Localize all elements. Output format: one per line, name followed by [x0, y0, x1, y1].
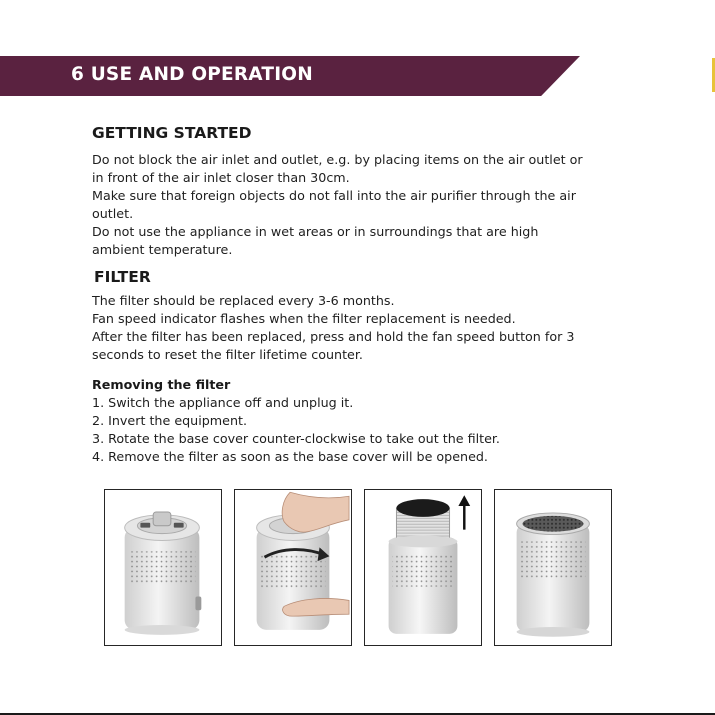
- text-line: ambient temperature.: [92, 242, 233, 257]
- getting-started-text: [92, 151, 583, 259]
- step-item: 1. Switch the appliance off and unplug it.: [92, 395, 354, 410]
- step-illustration-2: [234, 489, 352, 646]
- filter-heading: FILTER: [94, 268, 151, 286]
- getting-started-heading: GETTING STARTED: [92, 124, 252, 142]
- text-line: The filter should be replaced every 3-6 months.: [92, 293, 395, 308]
- removing-filter-heading: Removing the filter: [92, 377, 231, 392]
- step-illustration-3: [364, 489, 482, 646]
- text-line: in front of the air inlet closer than 30cm.: [92, 170, 350, 185]
- text-line: seconds to reset the filter lifetime counter.: [92, 347, 363, 362]
- purifier-rotate-base-icon: [235, 490, 351, 645]
- text-line: outlet.: [92, 206, 134, 221]
- text-line: Do not block the air inlet and outlet, e.g. by placing items on the air outlet or: [92, 152, 583, 167]
- filter-text: [92, 292, 574, 364]
- step-illustration-1: [104, 489, 222, 646]
- text-line: Make sure that foreign objects do not fall into the air purifier through the air: [92, 188, 576, 203]
- removing-filter-steps: [92, 394, 500, 466]
- text-line: After the filter has been replaced, press and hold the fan speed button for 3: [92, 329, 575, 344]
- purifier-lift-filter-icon: [365, 490, 481, 645]
- purifier-filter-removed-icon: [495, 490, 611, 645]
- text-line: Fan speed indicator flashes when the filter replacement is needed.: [92, 311, 516, 326]
- text-line: Do not use the appliance in wet areas or in surroundings that are high: [92, 224, 539, 239]
- purifier-inverted-icon: [105, 490, 221, 645]
- step-item: 2. Invert the equipment.: [92, 413, 248, 428]
- section-heading: 6 USE AND OPERATION: [71, 64, 313, 85]
- step-item: 4. Remove the filter as soon as the base cover will be opened.: [92, 449, 488, 464]
- step-item: 3. Rotate the base cover counter-clockwise to take out the filter.: [92, 431, 500, 446]
- step-illustration-4: [494, 489, 612, 646]
